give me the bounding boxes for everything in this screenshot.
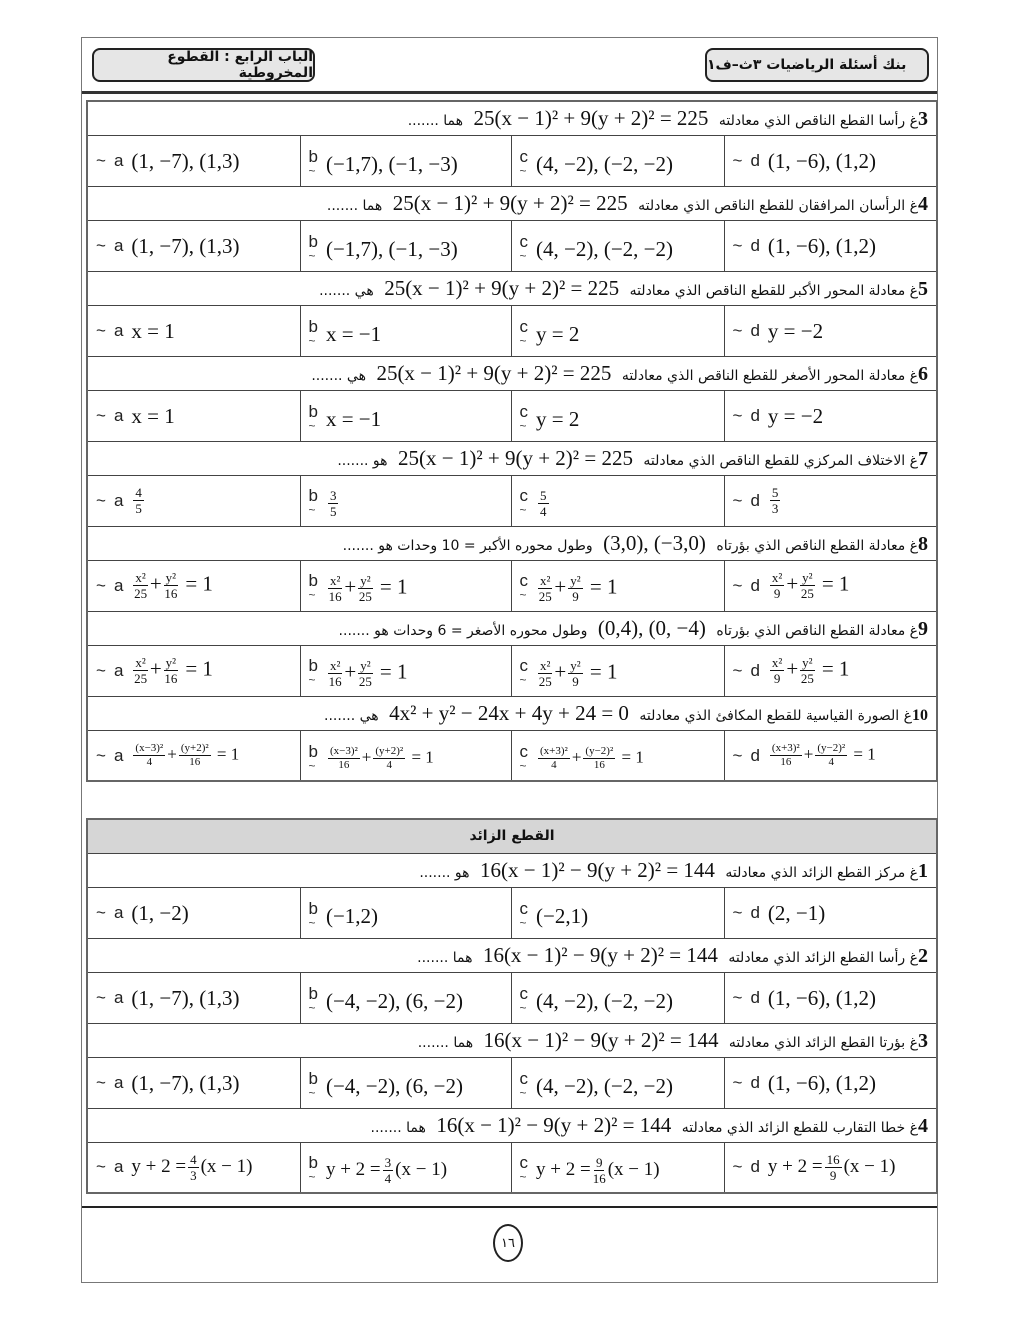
hyperbola-questions-table bbox=[86, 818, 938, 1194]
page-number-badge bbox=[493, 1224, 523, 1262]
answer-row bbox=[87, 1057, 937, 1108]
option-d[interactable]: ~ d (1, −6), (1,2) bbox=[724, 220, 937, 271]
question-text: رأسا القطع الناقص الذي معادلته bbox=[718, 112, 906, 129]
option-b[interactable]: b ~ y + 2 = $\frac{3}{4}$ (x − 1) bbox=[300, 1142, 511, 1193]
option-a[interactable]: ~ a (1, −7), (1,3) bbox=[87, 220, 300, 271]
option-b[interactable]: b ~ $\frac{3}{5}$ bbox=[300, 475, 511, 526]
question-text: مركز القطع الزائد الذي معادلته bbox=[725, 864, 906, 881]
page-footer bbox=[82, 1206, 937, 1284]
question-text: خطا التقارب للقطع الزائد الذي معادلته bbox=[681, 1119, 906, 1136]
question-row: 1غ مركز القطع الزائد الذي معادلته 16(x − 1)² − 9(y + 2)² = 144 هو ....... bbox=[87, 853, 937, 887]
option-b[interactable]: b ~ x = −1 bbox=[300, 390, 511, 441]
option-d[interactable]: ~ d (2, −1) bbox=[724, 887, 937, 938]
equation: (0,4), (0, −4) bbox=[597, 615, 706, 640]
option-b[interactable]: b ~ $\frac{\text{x²}}{16}$ + $\frac{\text{y²}}{25}$ = 1 bbox=[300, 560, 511, 611]
question-text: معادلة المحور الأصغر للقطع الناقص الذي معادلته bbox=[621, 367, 906, 384]
question-text: معادلة القطع الناقص الذي بؤرتاه bbox=[716, 622, 906, 639]
equation: 16(x − 1)² − 9(y + 2)² = 144 bbox=[479, 857, 715, 882]
equation: 25(x − 1)² + 9(y + 2)² = 225 bbox=[473, 105, 709, 130]
answer-row bbox=[87, 887, 937, 938]
answer-row bbox=[87, 730, 937, 781]
question-text: رأسا القطع الزائد الذي معادلته bbox=[728, 949, 906, 966]
equation: 16(x − 1)² − 9(y + 2)² = 144 bbox=[436, 1112, 672, 1137]
option-a[interactable]: ~ a y + 2 = $\frac{4}{3}$ (x − 1) bbox=[87, 1142, 300, 1193]
option-b[interactable]: b ~ (−1,7), (−1, −3) bbox=[300, 220, 511, 271]
option-b[interactable]: b ~ x = −1 bbox=[300, 305, 511, 356]
option-c[interactable]: c ~ (4, −2), (−2, −2) bbox=[511, 972, 724, 1023]
question-row: 3غ بؤرتا القطع الزائد الذي معادلته 16(x − 1)² − 9(y + 2)² = 144 هما ....... bbox=[87, 1023, 937, 1057]
bank-title-box bbox=[705, 48, 929, 82]
question-text: الصورة القياسية للقطع المكافئ الذي معادلته bbox=[639, 707, 900, 724]
option-c[interactable]: c ~ $\frac{\text{x²}}{25}$ + $\frac{\text{y²}}{9}$ = 1 bbox=[511, 645, 724, 696]
option-d[interactable]: ~ d (1, −6), (1,2) bbox=[724, 972, 937, 1023]
answer-row bbox=[87, 305, 937, 356]
option-d[interactable]: ~ d (1, −6), (1,2) bbox=[724, 135, 937, 186]
option-b[interactable]: b ~ (−1,7), (−1, −3) bbox=[300, 135, 511, 186]
section-title: القطع الزائد bbox=[87, 819, 937, 853]
question-text: بؤرتا القطع الزائد الذي معادلته bbox=[728, 1034, 906, 1051]
equation: (3,0), (−3,0) bbox=[603, 530, 706, 555]
option-c[interactable]: c ~ (4, −2), (−2, −2) bbox=[511, 220, 724, 271]
option-b[interactable]: b ~ (−4, −2), (6, −2) bbox=[300, 972, 511, 1023]
equation: 16(x − 1)² − 9(y + 2)² = 144 bbox=[482, 942, 718, 967]
option-c[interactable]: c ~ $\frac{5}{4}$ bbox=[511, 475, 724, 526]
option-a[interactable]: ~ a $\frac{4}{5}$ bbox=[87, 475, 300, 526]
option-c[interactable]: c ~ (−2,1) bbox=[511, 887, 724, 938]
option-b[interactable]: b ~ $\frac{\text{(x−3)²}}{16}$ + $\frac{\text{(y+2)²}}{4}$ = 1 bbox=[300, 730, 511, 781]
question-row: 8غ معادلة القطع الناقص الذي بؤرتاه (3,0), (−3,0) وطول محوره الأكبر = 10 وحدات هو ....... bbox=[87, 526, 937, 560]
chapter-title-box bbox=[92, 48, 315, 82]
question-row: 3غ رأسا القطع الناقص الذي معادلته 25(x − 1)² + 9(y + 2)² = 225 هما ....... bbox=[87, 101, 937, 135]
option-a[interactable]: ~ a x = 1 bbox=[87, 305, 300, 356]
question-row: 7غ الاختلاف المركزي للقطع الناقص الذي معادلته 25(x − 1)² + 9(y + 2)² = 225 هو ....... bbox=[87, 441, 937, 475]
equation: 25(x − 1)² + 9(y + 2)² = 225 bbox=[398, 445, 633, 470]
question-text: معادلة القطع الناقص الذي بؤرتاه bbox=[716, 537, 906, 554]
option-c[interactable]: c ~ y = 2 bbox=[511, 305, 724, 356]
option-d[interactable]: ~ d y + 2 = $\frac{16}{9}$ (x − 1) bbox=[724, 1142, 937, 1193]
option-d[interactable]: ~ d y = −2 bbox=[724, 305, 937, 356]
option-d[interactable]: ~ d (1, −6), (1,2) bbox=[724, 1057, 937, 1108]
chapter-title: الباب الرابع : القطوع المخروطية bbox=[167, 49, 313, 81]
question-row: 4غ الرأسان المرافقان للقطع الناقص الذي معادلته 25(x − 1)² + 9(y + 2)² = 225 هما ....... bbox=[87, 186, 937, 220]
option-b[interactable]: b ~ (−4, −2), (6, −2) bbox=[300, 1057, 511, 1108]
answer-row bbox=[87, 560, 937, 611]
option-a[interactable]: ~ a (1, −7), (1,3) bbox=[87, 972, 300, 1023]
question-row: 5غ معادلة المحور الأكبر للقطع الناقص الذي معادلته 25(x − 1)² + 9(y + 2)² = 225 هي ....... bbox=[87, 271, 937, 305]
option-d[interactable]: ~ d $\frac{\text{x²}}{9}$ + $\frac{\text{y²}}{25}$ = 1 bbox=[724, 645, 937, 696]
option-a[interactable]: ~ a (1, −7), (1,3) bbox=[87, 1057, 300, 1108]
option-c[interactable]: c ~ $\frac{\text{x²}}{25}$ + $\frac{\text{y²}}{9}$ = 1 bbox=[511, 560, 724, 611]
question-text: الرأسان المرافقان للقطع الناقص الذي معادلته bbox=[638, 197, 906, 214]
ellipse-questions-table bbox=[86, 100, 938, 782]
equation: 16(x − 1)² − 9(y + 2)² = 144 bbox=[483, 1027, 719, 1052]
option-c[interactable]: c ~ $\frac{\text{(x+3)²}}{4}$ + $\frac{\text{(y−2)²}}{16}$ = 1 bbox=[511, 730, 724, 781]
answer-row bbox=[87, 1142, 937, 1193]
option-a[interactable]: ~ a x = 1 bbox=[87, 390, 300, 441]
option-a[interactable]: ~ a (1, −7), (1,3) bbox=[87, 135, 300, 186]
bank-title: بنك أسئلة الرياضيات ٣ث–ف١ bbox=[707, 57, 907, 73]
question-text: معادلة المحور الأكبر للقطع الناقص الذي معادلته bbox=[629, 282, 906, 299]
question-text: الاختلاف المركزي للقطع الناقص الذي معادلته bbox=[643, 452, 906, 469]
option-a[interactable]: ~ a $\frac{\text{x²}}{25}$ + $\frac{\text{y²}}{16}$ = 1 bbox=[87, 645, 300, 696]
answer-row bbox=[87, 220, 937, 271]
option-d[interactable]: ~ d $\frac{\text{(x+3)²}}{16}$ + $\frac{\text{(y−2)²}}{4}$ = 1 bbox=[724, 730, 937, 781]
option-a[interactable]: ~ a $\frac{\text{x²}}{25}$ + $\frac{\text{y²}}{16}$ = 1 bbox=[87, 560, 300, 611]
option-c[interactable]: c ~ y = 2 bbox=[511, 390, 724, 441]
equation: 25(x − 1)² + 9(y + 2)² = 225 bbox=[376, 360, 612, 385]
option-c[interactable]: c ~ y + 2 = $\frac{9}{16}$ (x − 1) bbox=[511, 1142, 724, 1193]
question-row: 2غ رأسا القطع الزائد الذي معادلته 16(x − 1)² − 9(y + 2)² = 144 هما ....... bbox=[87, 938, 937, 972]
option-d[interactable]: ~ d $\frac{5}{3}$ bbox=[724, 475, 937, 526]
answer-row bbox=[87, 135, 937, 186]
option-a[interactable]: ~ a (1, −2) bbox=[87, 887, 300, 938]
page-header bbox=[82, 38, 937, 94]
answer-row bbox=[87, 645, 937, 696]
option-c[interactable]: c ~ (4, −2), (−2, −2) bbox=[511, 1057, 724, 1108]
question-row: 10غ الصورة القياسية للقطع المكافئ الذي معادلته 4x² + y² − 24x + 4y + 24 = 0 هي ....... bbox=[87, 696, 937, 730]
answer-row bbox=[87, 475, 937, 526]
answer-row bbox=[87, 390, 937, 441]
equation: 25(x − 1)² + 9(y + 2)² = 225 bbox=[392, 190, 628, 215]
question-row: 4غ خطا التقارب للقطع الزائد الذي معادلته 16(x − 1)² − 9(y + 2)² = 144 هما ....... bbox=[87, 1108, 937, 1142]
option-b[interactable]: b ~ (−1,2) bbox=[300, 887, 511, 938]
page-frame bbox=[81, 37, 938, 1283]
equation: 4x² + y² − 24x + 4y + 24 = 0 bbox=[389, 700, 629, 725]
equation: 25(x − 1)² + 9(y + 2)² = 225 bbox=[384, 275, 620, 300]
question-row: 9غ معادلة القطع الناقص الذي بؤرتاه (0,4), (0, −4) وطول محوره الأصغر = 6 وحدات هو ....... bbox=[87, 611, 937, 645]
option-c[interactable]: c ~ (4, −2), (−2, −2) bbox=[511, 135, 724, 186]
page-number: ١٦ bbox=[501, 1235, 515, 1251]
option-d[interactable]: ~ d $\frac{\text{x²}}{9}$ + $\frac{\text{y²}}{25}$ = 1 bbox=[724, 560, 937, 611]
option-a[interactable]: ~ a $\frac{\text{(x−3)²}}{4}$ + $\frac{\text{(y+2)²}}{16}$ = 1 bbox=[87, 730, 300, 781]
option-b[interactable]: b ~ $\frac{\text{x²}}{16}$ + $\frac{\text{y²}}{25}$ = 1 bbox=[300, 645, 511, 696]
question-row: 6غ معادلة المحور الأصغر للقطع الناقص الذي معادلته 25(x − 1)² + 9(y + 2)² = 225 هي ....... bbox=[87, 356, 937, 390]
option-d[interactable]: ~ d y = −2 bbox=[724, 390, 937, 441]
answer-row bbox=[87, 972, 937, 1023]
